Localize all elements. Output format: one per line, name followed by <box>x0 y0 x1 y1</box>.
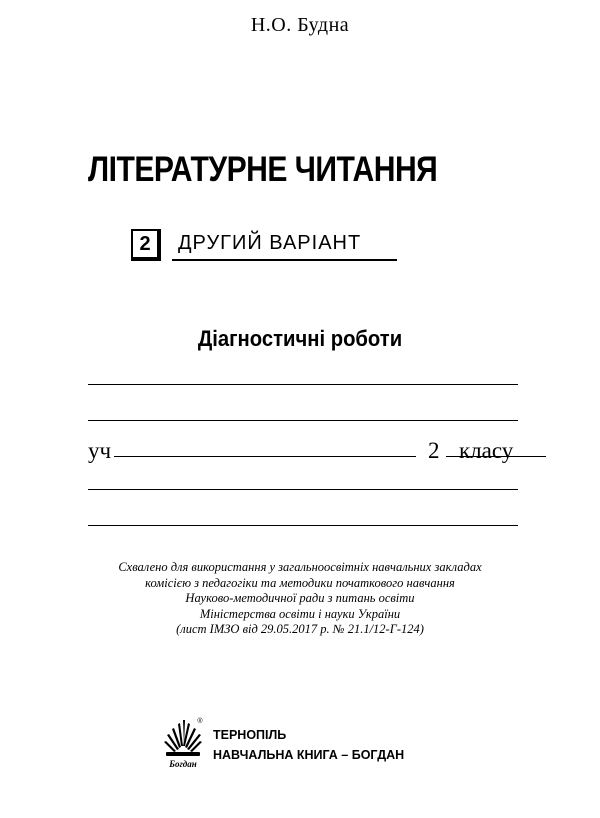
student-name-blank <box>114 456 416 457</box>
blank-line-1 <box>88 384 518 385</box>
blank-line-3 <box>88 489 518 490</box>
variant-label: ДРУГИЙ ВАРІАНТ <box>178 232 362 254</box>
blank-line-4 <box>88 525 518 526</box>
subtitle: Діагностичні роботи <box>197 326 403 351</box>
approval-line: Схвалено для використання у загальноосвітніх навчальних закладах <box>118 560 482 574</box>
class-suffix: класу <box>459 438 514 463</box>
author-name: Н.О. Будна <box>250 14 350 36</box>
variant-underline <box>172 259 397 261</box>
student-prefix: уч <box>88 438 112 463</box>
publisher-info <box>213 725 404 765</box>
approval-line: Науково-методичної ради з питань освіти <box>185 591 415 605</box>
approval-line: Міністерства освіти і науки України <box>199 606 401 621</box>
variant-number-box: 2 <box>131 229 161 261</box>
publisher-city: ТЕРНОПІЛЬ <box>213 728 287 742</box>
approval-note <box>0 560 600 638</box>
publisher-name: НАВЧАЛЬНА КНИГА – БОГДАН <box>213 748 405 762</box>
student-line <box>88 432 520 462</box>
grade-number: 2 <box>428 438 440 463</box>
logo-wordmark: Богдан <box>169 759 197 769</box>
approval-line: (лист ІМЗО від 29.05.2017 р. № 21.1/12-Г-124) <box>176 622 424 636</box>
book-title: ЛІТЕРАТУРНЕ ЧИТАННЯ <box>88 150 438 189</box>
registered-mark: ® <box>197 718 203 725</box>
approval-line: комісією з педагогіки та методики початкового навчання <box>145 575 455 590</box>
blank-line-2 <box>88 420 518 421</box>
publisher-logo <box>162 716 204 774</box>
